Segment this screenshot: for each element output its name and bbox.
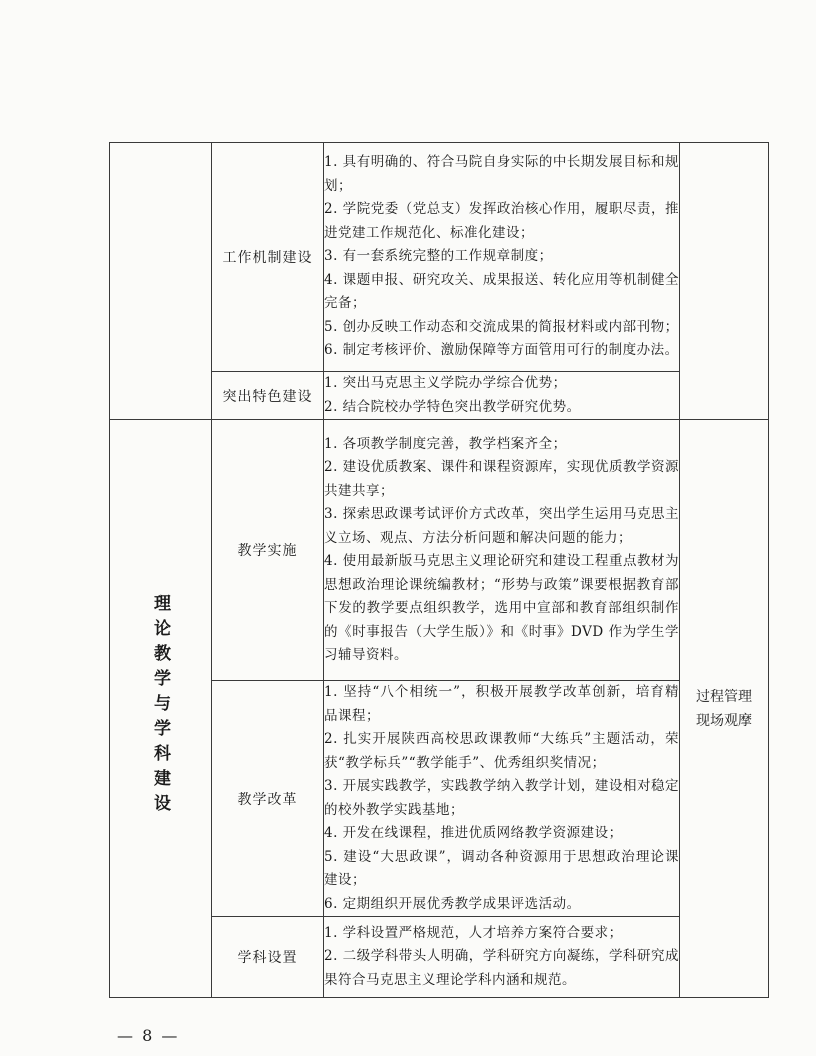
requirement-item: 1. 学科设置严格规范，人才培养方案符合要求； [324,924,623,941]
subitem-label: 工作机制建设 [222,250,313,266]
table-row [110,143,769,372]
requirements-cell [324,917,680,998]
requirement-item: 1. 突出马克思主义学院办学综合优势； [324,375,567,391]
requirement-item: 2. 建设优质教案、课件和课程资源库，实现优质教学资源共建共享； [324,459,679,499]
method-cell [680,420,769,998]
requirement-item: 2. 结合院校办学特色突出教学研究优势。 [324,398,581,415]
requirements-cell [324,420,680,681]
requirement-item: 6. 定期组织开展优秀教学成果评选活动。 [324,895,581,912]
requirement-item: 3. 开展实践教学，实践教学纳入教学计划，建设相对稳定的校外教学实践基地； [324,778,679,818]
subitem-label: 教学实施 [237,543,298,559]
category-label: 理论教学与学科建设 [150,594,170,819]
page-number: — 8 — [117,1026,180,1045]
subitem-cell [212,420,324,681]
requirement-item: 6. 制定考核评价、激励保障等方面管用可行的制度办法。 [324,342,679,359]
requirement-item: 3. 有一套系统完整的工作规章制度； [324,248,553,265]
method-label: 现场观摩 [696,712,752,729]
requirement-item: 4. 使用最新版马克思主义理论研究和建设工程重点教材为思想政治理论课统编教材；“形势与政策”课要根据教育部下发的教学要点组织教学，选用中宣部和教育部组织制作的《时事报告（大学生版）》和《时事》DVD 作为学生学习辅导资料。 [324,553,679,663]
subitem-cell [212,372,324,420]
requirement-item: 2. 扎实开展陕西高校思政课教师“大练兵”主题活动，荣获“教学标兵”“教学能手”、优秀组织奖情况； [324,731,679,771]
method-cell-continued [680,143,769,420]
subitem-cell [212,917,324,998]
requirement-item: 2. 学院党委（党总支）发挥政治核心作用，履职尽责，推进党建工作规范化、标准化建设； [324,201,679,241]
method-label: 过程管理 [696,688,752,705]
requirements-cell [324,681,680,917]
requirement-item: 2. 二级学科带头人明确，学科研究方向凝练，学科研究成果符合马克思主义理论学科内涵和规范。 [324,948,679,988]
requirement-item: 1. 坚持“八个相统一”，积极开展教学改革创新，培育精品课程； [324,684,679,724]
table-row [110,420,769,681]
category-cell [110,420,212,998]
requirement-item: 4. 课题申报、研究攻关、成果报送、转化应用等机制健全完备； [324,271,679,312]
requirements-cell [324,143,680,372]
requirement-item: 3. 探索思政课考试评价方式改革，突出学生运用马克思主义立场、观点、方法分析问题和解决问题的能力； [324,506,679,546]
requirement-item: 5. 建设“大思政课”，调动各种资源用于思想政治理论课建设； [324,848,679,888]
category-cell-continued [110,143,212,420]
requirement-item: 5. 创办反映工作动态和交流成果的简报材料或内部刊物； [324,318,679,335]
requirements-cell [324,372,680,420]
subitem-cell [212,143,324,372]
subitem-label: 学科设置 [237,950,298,966]
evaluation-table [109,142,769,998]
subitem-label: 教学改革 [237,791,298,808]
requirement-item: 4. 开发在线课程，推进优质网络教学资源建设； [324,825,623,841]
subitem-label: 突出特色建设 [222,388,313,405]
requirement-item: 1. 各项教学制度完善，教学档案齐全； [324,435,567,452]
subitem-cell [212,681,324,917]
requirement-item: 1. 具有明确的、符合马院自身实际的中长期发展目标和规划； [324,154,679,194]
